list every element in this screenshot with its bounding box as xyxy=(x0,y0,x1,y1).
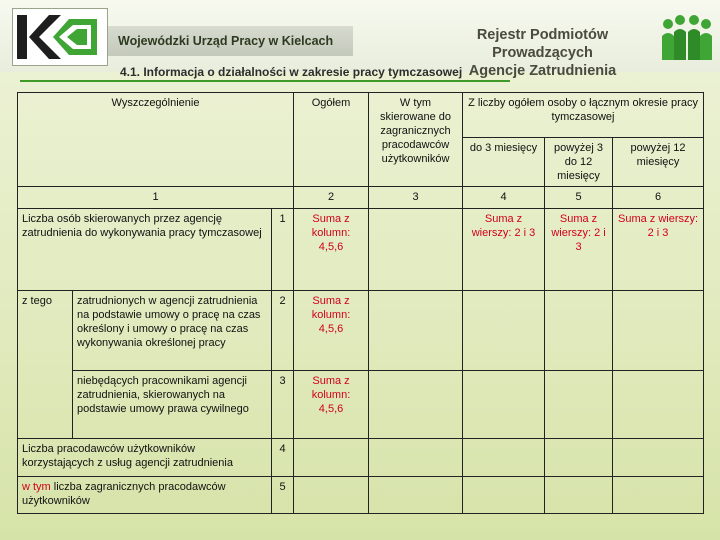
row5-foreign xyxy=(369,477,463,514)
row1-foreign xyxy=(369,209,463,291)
row4-foreign xyxy=(369,439,463,477)
register-title xyxy=(430,26,655,80)
row1-over-3: Suma z wierszy: 2 i 3 xyxy=(545,209,613,291)
col-number: 2 xyxy=(294,187,369,209)
row3-number: 3 xyxy=(272,371,294,439)
row1-total: Suma z kolumn: 4,5,6 xyxy=(294,209,369,291)
section-title: 4.1. Informacja o działalności w zakresie pracy tymczasowej xyxy=(120,65,463,79)
row4-over-3 xyxy=(545,439,613,477)
row4-label: Liczba pracodawców użytkowników korzystających z usług agencji zatrudnienia xyxy=(18,439,272,477)
header-up-to-3: do 3 miesięcy xyxy=(463,138,545,187)
col-number: 4 xyxy=(463,187,545,209)
col-number: 6 xyxy=(613,187,704,209)
row4-total xyxy=(294,439,369,477)
row3-over-3 xyxy=(545,371,613,439)
row3-label: niebędących pracownikami agencji zatrudnienia, skierowanych na podstawie umowy prawa cywilnego xyxy=(73,371,272,439)
row2-over-3 xyxy=(545,291,613,371)
header-over-3: powyżej 3 do 12 miesięcy xyxy=(545,138,613,187)
header-total: Ogółem xyxy=(294,93,369,187)
col-number: 5 xyxy=(545,187,613,209)
header-group: Z liczby ogółem osoby o łącznym okresie pracy tymczasowej xyxy=(463,93,704,138)
row2-total: Suma z kolumn: 4,5,6 xyxy=(294,291,369,371)
row3-total: Suma z kolumn: 4,5,6 xyxy=(294,371,369,439)
header-description: Wyszczególnienie xyxy=(18,93,294,187)
row4-number: 4 xyxy=(272,439,294,477)
people-group-icon xyxy=(658,14,716,64)
row3-up-to-3 xyxy=(463,371,545,439)
temp-work-table xyxy=(17,92,704,514)
row5-up-to-3 xyxy=(463,477,545,514)
row5-number: 5 xyxy=(272,477,294,514)
col-number: 3 xyxy=(369,187,463,209)
row3-foreign xyxy=(369,371,463,439)
row2-label: zatrudnionych w agencji zatrudnienia na podstawie umowy o pracę na czas określony i umowy o pracę na czas wykonywania określonej pracy xyxy=(73,291,272,371)
row2-up-to-3 xyxy=(463,291,545,371)
header-banner xyxy=(0,0,720,79)
institution-name: Wojewódzki Urząd Pracy w Kielcach xyxy=(118,34,334,48)
row4-up-to-3 xyxy=(463,439,545,477)
register-title-line1: Rejestr Podmiotów Prowadzących xyxy=(476,27,609,61)
row5-total xyxy=(294,477,369,514)
row1-label: Liczba osób skierowanych przez agencję zatrudnienia do wykonywania pracy tymczasowej xyxy=(18,209,272,291)
row2-number: 2 xyxy=(272,291,294,371)
row1-over-12: Suma z wierszy: 2 i 3 xyxy=(613,209,704,291)
wup-logo-icon xyxy=(13,9,107,65)
wup-logo xyxy=(12,8,108,66)
row5-label xyxy=(18,477,272,514)
row5-label-rest: liczba zagranicznych pracodawców użytkowników xyxy=(22,481,226,507)
row3-over-12 xyxy=(613,371,704,439)
row1-number: 1 xyxy=(272,209,294,291)
row5-over-3 xyxy=(545,477,613,514)
row5-over-12 xyxy=(613,477,704,514)
header-over-12: powyżej 12 miesięcy xyxy=(613,138,704,187)
col-number: 1 xyxy=(18,187,294,209)
ztego-label: z tego xyxy=(18,291,73,439)
row1-up-to-3: Suma z wierszy: 2 i 3 xyxy=(463,209,545,291)
row5-label-prefix: w tym xyxy=(22,481,51,493)
row2-over-12 xyxy=(613,291,704,371)
row4-over-12 xyxy=(613,439,704,477)
header-foreign: W tym skierowane do zagranicznych pracodawców użytkowników xyxy=(369,93,463,187)
row2-foreign xyxy=(369,291,463,371)
section-underline xyxy=(20,80,510,82)
register-title-line2: Agencje Zatrudnienia xyxy=(468,63,617,79)
